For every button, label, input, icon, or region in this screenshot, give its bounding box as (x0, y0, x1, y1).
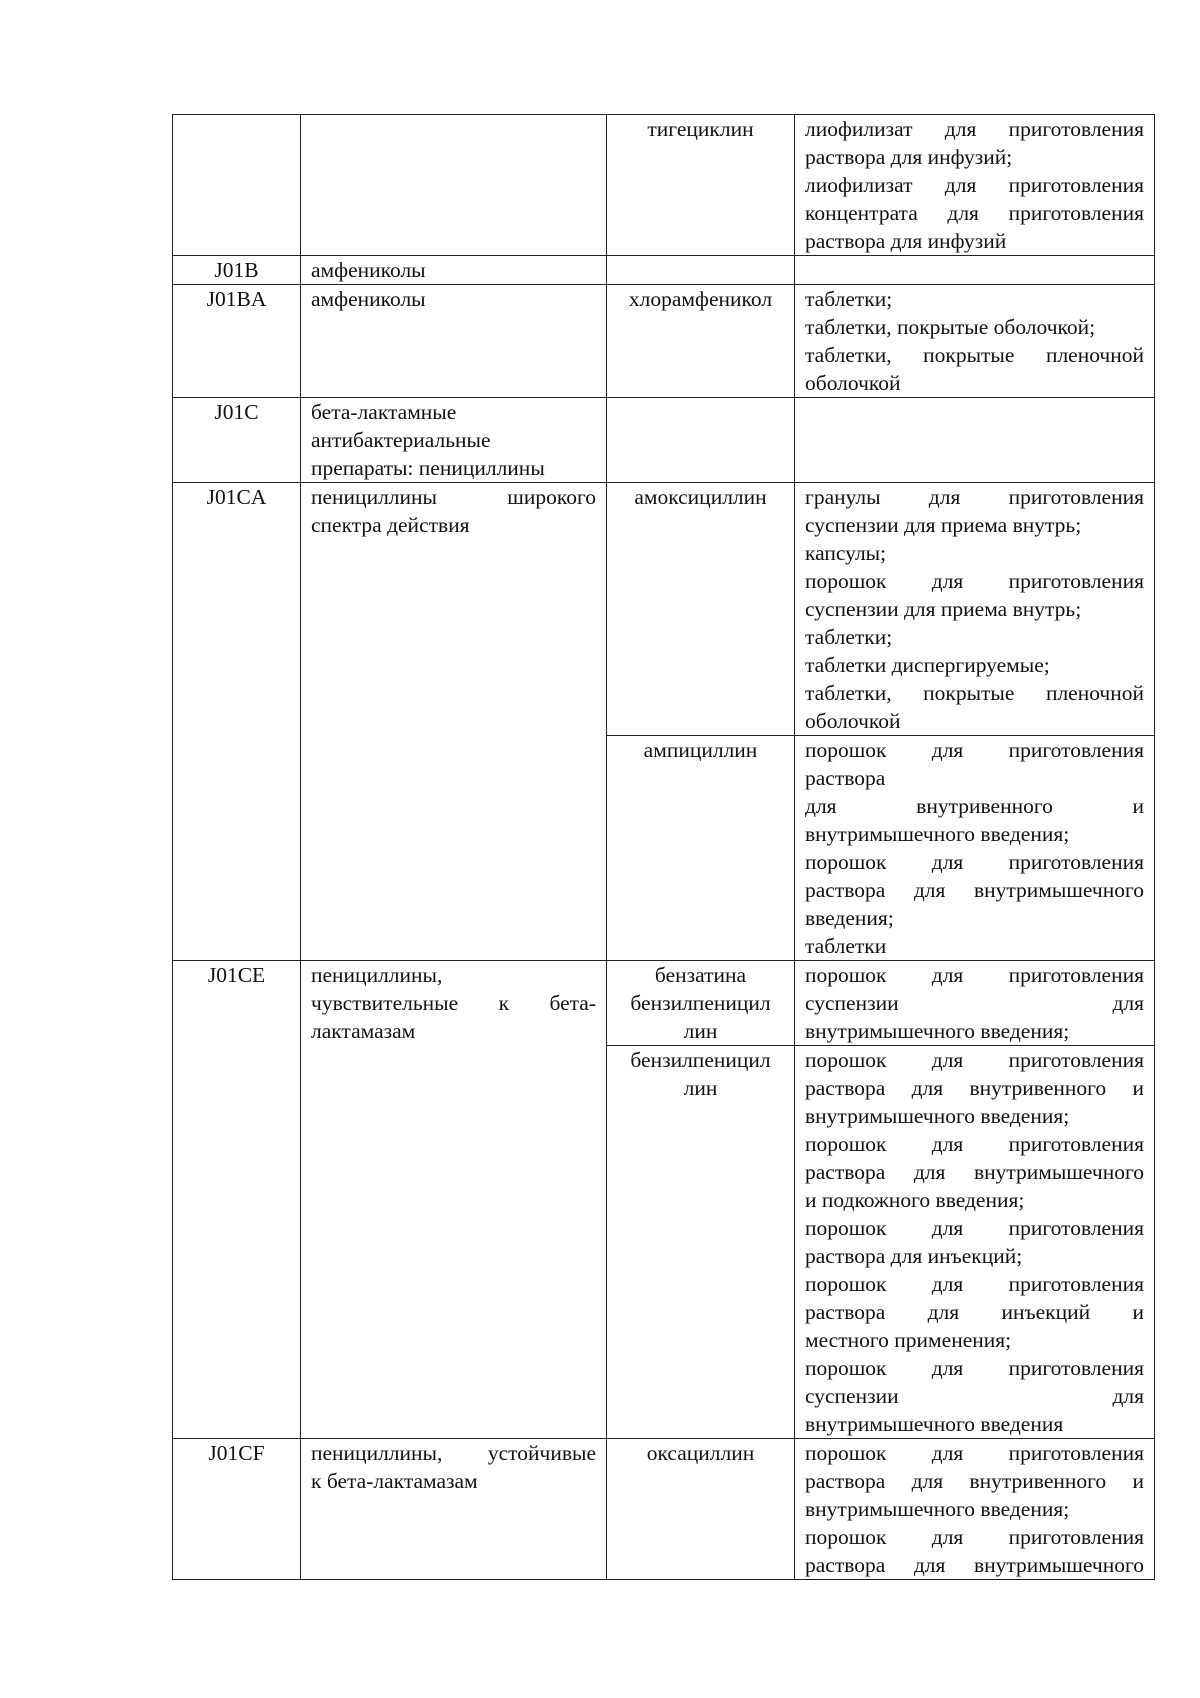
drug-name-line: лин (683, 1076, 718, 1100)
dosage-form-line: раствора для внутривенного и (805, 1469, 1144, 1493)
dosage-form-line: лиофилизат для приготовления (805, 173, 1144, 197)
dosage-form-line: порошок для приготовления (805, 1132, 1144, 1156)
dosage-form-line: порошок для приготовления (805, 1216, 1144, 1240)
drug-name-line: бензатина (654, 963, 747, 987)
drug-name-cell (607, 398, 795, 483)
dosage-form-line: раствора для инфузий; (805, 145, 1013, 169)
group-name-line: к бета-лактамазам (311, 1469, 478, 1493)
group-name-line: спектра действия (311, 513, 470, 537)
dosage-form-line: внутримышечного введения (805, 1412, 1064, 1436)
dosage-form-cell (795, 1046, 1155, 1439)
group-name-cell (301, 256, 607, 285)
group-name-line: лактамазам (311, 1019, 416, 1043)
dosage-form-line: капсулы; (805, 541, 887, 565)
atc-code-cell (173, 1439, 301, 1580)
drug-name-cell (607, 483, 795, 736)
dosage-form-line: порошок для приготовления (805, 1272, 1144, 1296)
dosage-form-line: местного применения; (805, 1328, 1012, 1352)
atc-code: J01CE (207, 963, 266, 987)
dosage-form-cell (795, 115, 1155, 256)
dosage-form-line: суспензии для приема внутрь; (805, 597, 1082, 621)
dosage-form-line: таблетки, покрытые пленочной (805, 681, 1144, 705)
group-name-cell (301, 285, 607, 398)
atc-code-cell (173, 256, 301, 285)
dosage-form-line: таблетки, покрытые оболочкой; (805, 315, 1096, 339)
drug-name-line: бензилпеницил (630, 1048, 771, 1072)
dosage-form-line: раствора для внутримышечного (805, 878, 1144, 902)
dosage-form-line: оболочкой (805, 709, 901, 733)
dosage-form-line: внутримышечного введения; (805, 1104, 1070, 1128)
table-row (173, 1439, 1155, 1580)
table-row (173, 483, 1155, 736)
dosage-form-line: порошок для приготовления (805, 569, 1144, 593)
dosage-form-line: порошок для приготовления (805, 1441, 1144, 1465)
table-row (173, 961, 1155, 1046)
group-name-line: антибактериальные (311, 428, 491, 452)
group-name-cell (301, 398, 607, 483)
dosage-form-line: таблетки диспергируемые; (805, 653, 1050, 677)
dosage-form-line: порошок для приготовления (805, 1048, 1144, 1072)
group-name-line: амфениколы (311, 287, 426, 311)
drug-name-line: хлорамфеникол (628, 287, 773, 311)
dosage-form-cell (795, 961, 1155, 1046)
table-row (173, 256, 1155, 285)
group-name-cell (301, 961, 607, 1439)
group-name-line: чувствительные к бета- (311, 991, 596, 1015)
group-name-line: пенициллины, устойчивые (311, 1441, 596, 1465)
drug-name-line: оксациллин (646, 1441, 755, 1465)
atc-code: J01BA (206, 287, 267, 311)
dosage-form-line: введения; (805, 906, 894, 930)
dosage-form-line: внутримышечного введения; (805, 1019, 1070, 1043)
atc-code: J01CF (208, 1441, 265, 1465)
group-name-line: пенициллины широкого (311, 485, 596, 509)
atc-code-cell (173, 115, 301, 256)
atc-code-cell (173, 483, 301, 961)
dosage-form-line: порошок для приготовления (805, 850, 1144, 874)
drug-name-line: бензилпеницил (630, 991, 771, 1015)
group-name-cell (301, 115, 607, 256)
drug-name-line: амоксициллин (634, 485, 767, 509)
atc-code-cell (173, 961, 301, 1439)
dosage-form-line: таблетки; (805, 625, 893, 649)
dosage-form-line: внутримышечного введения; (805, 822, 1070, 846)
dosage-form-line: раствора для внутривенного и (805, 1076, 1144, 1100)
drug-name-cell (607, 1439, 795, 1580)
dosage-form-cell (795, 736, 1155, 961)
drug-name-line: ампициллин (643, 738, 758, 762)
dosage-form-line: таблетки, покрытые пленочной (805, 343, 1144, 367)
drug-table-body (173, 115, 1155, 1580)
atc-code: J01B (214, 258, 259, 282)
dosage-form-line: таблетки; (805, 287, 893, 311)
dosage-form-line: порошок для приготовления (805, 738, 1144, 762)
table-row (173, 115, 1155, 256)
dosage-form-line: раствора для инъекций; (805, 1244, 1023, 1268)
drug-name-line: тигециклин (647, 117, 754, 141)
dosage-form-cell (795, 398, 1155, 483)
group-name-cell (301, 483, 607, 961)
dosage-form-line: порошок для приготовления (805, 1356, 1144, 1380)
drug-name-cell (607, 736, 795, 961)
atc-code: J01C (214, 400, 259, 424)
dosage-form-line: лиофилизат для приготовления (805, 117, 1144, 141)
group-name-line: препараты: пенициллины (311, 456, 545, 480)
dosage-form-line: концентрата для приготовления (805, 201, 1144, 225)
dosage-form-line: гранулы для приготовления (805, 485, 1144, 509)
dosage-form-cell (795, 256, 1155, 285)
drug-name-cell (607, 285, 795, 398)
dosage-form-line: для внутривенного и (805, 794, 1144, 818)
table-row (173, 285, 1155, 398)
dosage-form-cell (795, 1439, 1155, 1580)
drug-name-cell (607, 1046, 795, 1439)
dosage-form-line: раствора (805, 766, 886, 790)
dosage-form-cell (795, 483, 1155, 736)
drug-name-line: лин (683, 1019, 718, 1043)
dosage-form-line: раствора для внутримышечного (805, 1160, 1144, 1184)
dosage-form-line: порошок для приготовления (805, 963, 1144, 987)
group-name-line: амфениколы (311, 258, 426, 282)
dosage-form-cell (795, 285, 1155, 398)
dosage-form-line: оболочкой (805, 371, 901, 395)
drug-name-cell (607, 256, 795, 285)
dosage-form-line: суспензии для (805, 1384, 1144, 1408)
group-name-line: бета-лактамные (311, 400, 457, 424)
group-name-cell (301, 1439, 607, 1580)
drug-table (172, 114, 1155, 1580)
dosage-form-line: раствора для инъекций и (805, 1300, 1144, 1324)
drug-name-cell (607, 961, 795, 1046)
dosage-form-line: и подкожного введения; (805, 1188, 1025, 1212)
atc-code-cell (173, 285, 301, 398)
dosage-form-line: суспензии для (805, 991, 1144, 1015)
dosage-form-line: раствора для инфузий (805, 229, 1007, 253)
table-row (173, 398, 1155, 483)
dosage-form-line: порошок для приготовления (805, 1525, 1144, 1549)
drug-name-cell (607, 115, 795, 256)
atc-code-cell (173, 398, 301, 483)
atc-code: J01CA (206, 485, 267, 509)
dosage-form-line: таблетки (805, 934, 887, 958)
group-name-line: пенициллины, (311, 963, 443, 987)
dosage-form-line: раствора для внутримышечного (805, 1553, 1144, 1577)
dosage-form-line: суспензии для приема внутрь; (805, 513, 1082, 537)
dosage-form-line: внутримышечного введения; (805, 1497, 1070, 1521)
